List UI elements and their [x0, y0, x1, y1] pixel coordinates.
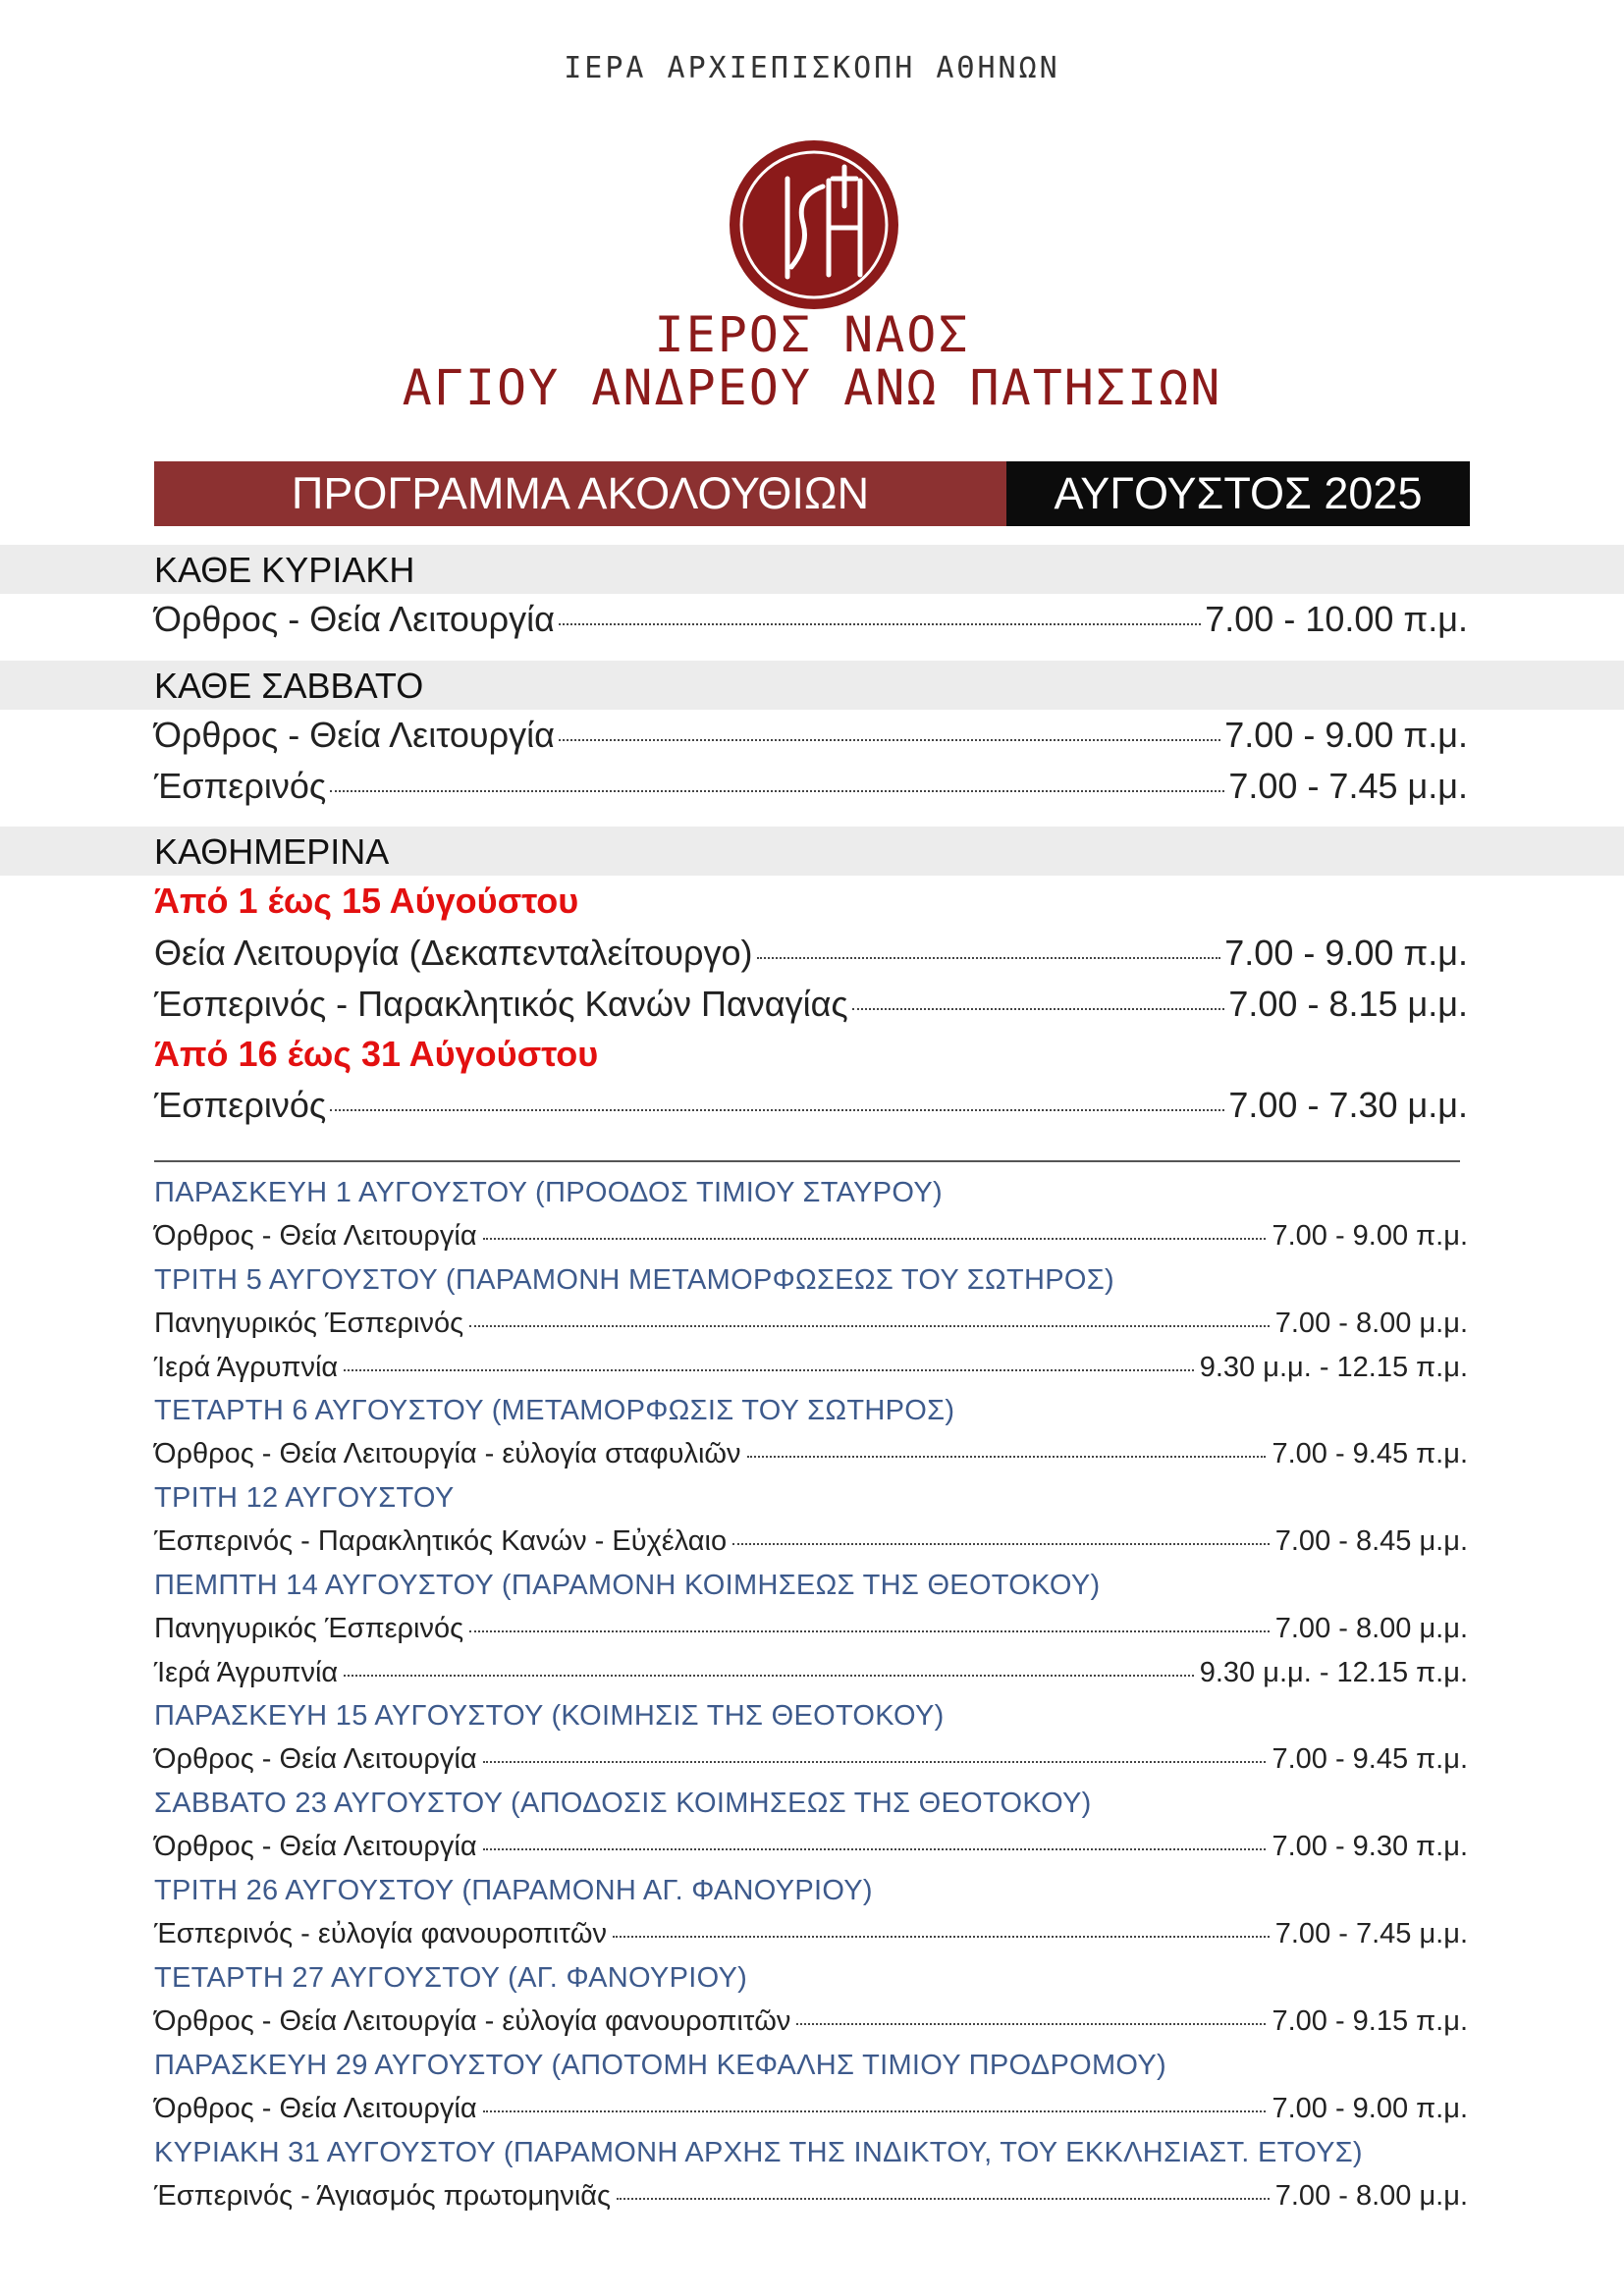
schedule-line	[154, 1085, 1468, 1126]
dot-leader	[330, 1109, 1224, 1111]
service-label: Θεία Λειτουργία (Δεκαπενταλείτουργο)	[154, 933, 753, 973]
dot-leader	[732, 1543, 1270, 1545]
service-label: Όρθρος - Θεία Λειτουργία - εὐλογία φανουροπιτῶν	[154, 2005, 791, 2037]
event-title: ΚΥΡΙΑΚΗ 31 ΑΥΓΟΥΣΤΟΥ (ΠΑΡΑΜΟΝΗ ΑΡΧΗΣ ΤΗΣ ΙΝΔΙΚΤΟΥ, ΤΟΥ ΕΚΚΛΗΣΙΑΣΤ. ΕΤΟΥΣ)	[154, 2137, 1363, 2168]
service-time: 7.00 - 9.00 π.μ.	[1224, 715, 1468, 755]
event-title: ΤΕΤΑΡΤΗ 27 ΑΥΓΟΥΣΤΟΥ (ΑΓ. ΦΑΝΟΥΡΙΟΥ)	[154, 1962, 748, 1994]
service-time: 7.00 - 9.30 π.μ.	[1272, 1831, 1468, 1862]
service-label: Όρθρος - Θεία Λειτουργία	[154, 1220, 477, 1252]
section-divider	[154, 1160, 1460, 1162]
service-label: Πανηγυρικός Έσπερινός	[154, 1613, 464, 1644]
service-label: Έσπερινός	[154, 766, 327, 806]
dot-leader	[483, 1761, 1267, 1763]
schedule-line	[154, 984, 1468, 1025]
schedule-line	[154, 1438, 1468, 1470]
service-label: Έσπερινός - Άγιασμός πρωτομηνιᾶς	[154, 2180, 612, 2212]
schedule-line	[154, 599, 1468, 640]
dot-leader	[483, 2110, 1267, 2112]
dot-leader	[757, 957, 1221, 959]
event-title: ΠΑΡΑΣΚΕΥΗ 29 ΑΥΓΟΥΣΤΟΥ (ΑΠΟΤΟΜΗ ΚΕΦΑΛΗΣ ΤΙΜΙΟΥ ΠΡΟΔΡΟΜΟΥ)	[154, 2050, 1166, 2081]
dot-leader	[330, 790, 1224, 792]
service-label: Όρθρος - Θεία Λειτουργία	[154, 1831, 477, 1862]
dot-leader	[559, 739, 1220, 741]
schedule-line	[154, 1220, 1468, 1253]
banner-month: ΑΥΓΟΥΣΤΟΣ 2025	[1006, 461, 1470, 526]
schedule-line	[154, 1352, 1468, 1384]
schedule-banner	[154, 461, 1470, 526]
dot-leader	[747, 1456, 1267, 1458]
service-time: 7.00 - 7.30 μ.μ.	[1228, 1085, 1468, 1125]
schedule-line	[154, 2180, 1468, 2213]
service-time: 7.00 - 7.45 μ.μ.	[1274, 1918, 1468, 1949]
service-label: Όρθρος - Θεία Λειτουργία	[154, 2093, 477, 2124]
schedule-line	[154, 2093, 1468, 2125]
period-heading: Άπό 16 έως 31 Αύγούστου	[154, 1034, 599, 1074]
dot-leader	[469, 1630, 1270, 1632]
service-label: Ίερά Άγρυπνία	[154, 1657, 339, 1688]
service-label: Πανηγυρικός Έσπερινός	[154, 1308, 464, 1339]
service-label: Όρθρος - Θεία Λειτουργία	[154, 715, 555, 755]
sunday-heading: ΚΑΘΕ ΚΥΡΙΑΚΗ	[154, 550, 415, 590]
schedule-line	[154, 1831, 1468, 1863]
schedule-line	[154, 1308, 1468, 1340]
dot-leader	[559, 623, 1201, 625]
service-time: 7.00 - 8.00 μ.μ.	[1274, 1613, 1468, 1644]
service-label: Όρθρος - Θεία Λειτουργία	[154, 599, 555, 639]
service-label: Έσπερινός - Παρακλητικός Κανών - Εὐχέλαιο	[154, 1525, 728, 1557]
dot-leader	[796, 2023, 1266, 2025]
schedule-line	[154, 1613, 1468, 1645]
dot-leader	[483, 1848, 1267, 1850]
schedule-line	[154, 1657, 1468, 1689]
dot-leader	[483, 1238, 1267, 1240]
event-title: ΤΕΤΑΡΤΗ 6 ΑΥΓΟΥΣΤΟΥ (ΜΕΤΑΜΟΡΦΩΣΙΣ ΤΟΥ ΣΩΤΗΡΟΣ)	[154, 1395, 955, 1426]
schedule-line	[154, 2005, 1468, 2038]
event-title: ΠΑΡΑΣΚΕΥΗ 15 ΑΥΓΟΥΣΤΟΥ (ΚΟΙΜΗΣΙΣ ΤΗΣ ΘΕΟΤΟΚΟΥ)	[154, 1700, 945, 1732]
service-time: 7.00 - 9.45 π.μ.	[1272, 1743, 1468, 1775]
church-name-line2: ΑΓΙΟΥ ΑΝΔΡΕΟΥ ΑΝΩ ΠΑΤΗΣΙΩΝ	[402, 359, 1222, 416]
dot-leader	[613, 1936, 1270, 1938]
schedule-line	[154, 715, 1468, 756]
event-title: ΠΑΡΑΣΚΕΥΗ 1 ΑΥΓΟΥΣΤΟΥ (ΠΡΟΟΔΟΣ ΤΙΜΙΟΥ ΣΤΑΥΡΟΥ)	[154, 1177, 943, 1208]
service-time: 9.30 μ.μ. - 12.15 π.μ.	[1199, 1352, 1468, 1383]
service-time: 7.00 - 8.00 μ.μ.	[1274, 2180, 1468, 2212]
event-title: ΤΡΙΤΗ 12 ΑΥΓΟΥΣΤΟΥ	[154, 1482, 455, 1514]
service-time: 7.00 - 8.00 μ.μ.	[1274, 1308, 1468, 1339]
daily-heading: ΚΑΘΗΜΕΡΙΝΑ	[154, 831, 390, 872]
service-time: 7.00 - 9.00 π.μ.	[1272, 1220, 1468, 1252]
period-heading: Άπό 1 έως 15 Αύγούστου	[154, 881, 579, 921]
church-logo	[727, 137, 901, 312]
banner-title: ΠΡΟΓΡΑΜΜΑ ΑΚΟΛΟΥΘΙΩΝ	[154, 461, 1006, 526]
service-time: 7.00 - 9.00 π.μ.	[1224, 933, 1468, 973]
service-time: 7.00 - 9.00 π.μ.	[1272, 2093, 1468, 2124]
schedule-line	[154, 1525, 1468, 1558]
service-time: 7.00 - 9.15 π.μ.	[1272, 2005, 1468, 2037]
service-time: 7.00 - 9.45 π.μ.	[1272, 1438, 1468, 1469]
event-title: ΣΑΒΒΑΤΟ 23 ΑΥΓΟΥΣΤΟΥ (ΑΠΟΔΟΣΙΣ ΚΟΙΜΗΣΕΩΣ ΤΗΣ ΘΕΟΤΟΚΟΥ)	[154, 1788, 1092, 1819]
service-time: 7.00 - 8.45 μ.μ.	[1274, 1525, 1468, 1557]
service-time: 7.00 - 10.00 π.μ.	[1205, 599, 1468, 639]
archdiocese-title: ΙΕΡΑ ΑΡΧΙΕΠΙΣΚΟΠΗ ΑΘΗΝΩΝ	[564, 51, 1060, 85]
dot-leader	[852, 1008, 1225, 1010]
schedule-line	[154, 1743, 1468, 1776]
service-time: 7.00 - 7.45 μ.μ.	[1228, 766, 1468, 806]
schedule-line	[154, 766, 1468, 807]
service-label: Όρθρος - Θεία Λειτουργία	[154, 1743, 477, 1775]
service-time: 7.00 - 8.15 μ.μ.	[1228, 984, 1468, 1024]
service-label: Έσπερινός	[154, 1085, 327, 1125]
service-label: Έσπερινός - εὐλογία φανουροπιτῶν	[154, 1918, 607, 1949]
saturday-heading: ΚΑΘΕ ΣΑΒΒΑΤΟ	[154, 666, 424, 706]
service-label: Ίερά Άγρυπνία	[154, 1352, 339, 1383]
event-title: ΤΡΙΤΗ 26 ΑΥΓΟΥΣΤΟΥ (ΠΑΡΑΜΟΝΗ ΑΓ. ΦΑΝΟΥΡΙΟΥ)	[154, 1875, 873, 1906]
dot-leader	[344, 1369, 1194, 1371]
service-label: Όρθρος - Θεία Λειτουργία - εὐλογία σταφυλιῶν	[154, 1438, 741, 1469]
dot-leader	[344, 1675, 1194, 1677]
service-time: 9.30 μ.μ. - 12.15 π.μ.	[1199, 1657, 1468, 1688]
service-label: Έσπερινός - Παρακλητικός Κανών Παναγίας	[154, 984, 848, 1024]
church-name-line1: ΙΕΡΟΣ ΝΑΟΣ	[654, 306, 970, 363]
event-title: ΤΡΙΤΗ 5 ΑΥΓΟΥΣΤΟΥ (ΠΑΡΑΜΟΝΗ ΜΕΤΑΜΟΡΦΩΣΕΩΣ ΤΟΥ ΣΩΤΗΡΟΣ)	[154, 1264, 1114, 1296]
schedule-line	[154, 1918, 1468, 1950]
dot-leader	[617, 2198, 1270, 2200]
dot-leader	[469, 1325, 1270, 1327]
schedule-line	[154, 933, 1468, 974]
event-title: ΠΕΜΠΤΗ 14 ΑΥΓΟΥΣΤΟΥ (ΠΑΡΑΜΟΝΗ ΚΟΙΜΗΣΕΩΣ ΤΗΣ ΘΕΟΤΟΚΟΥ)	[154, 1570, 1101, 1601]
